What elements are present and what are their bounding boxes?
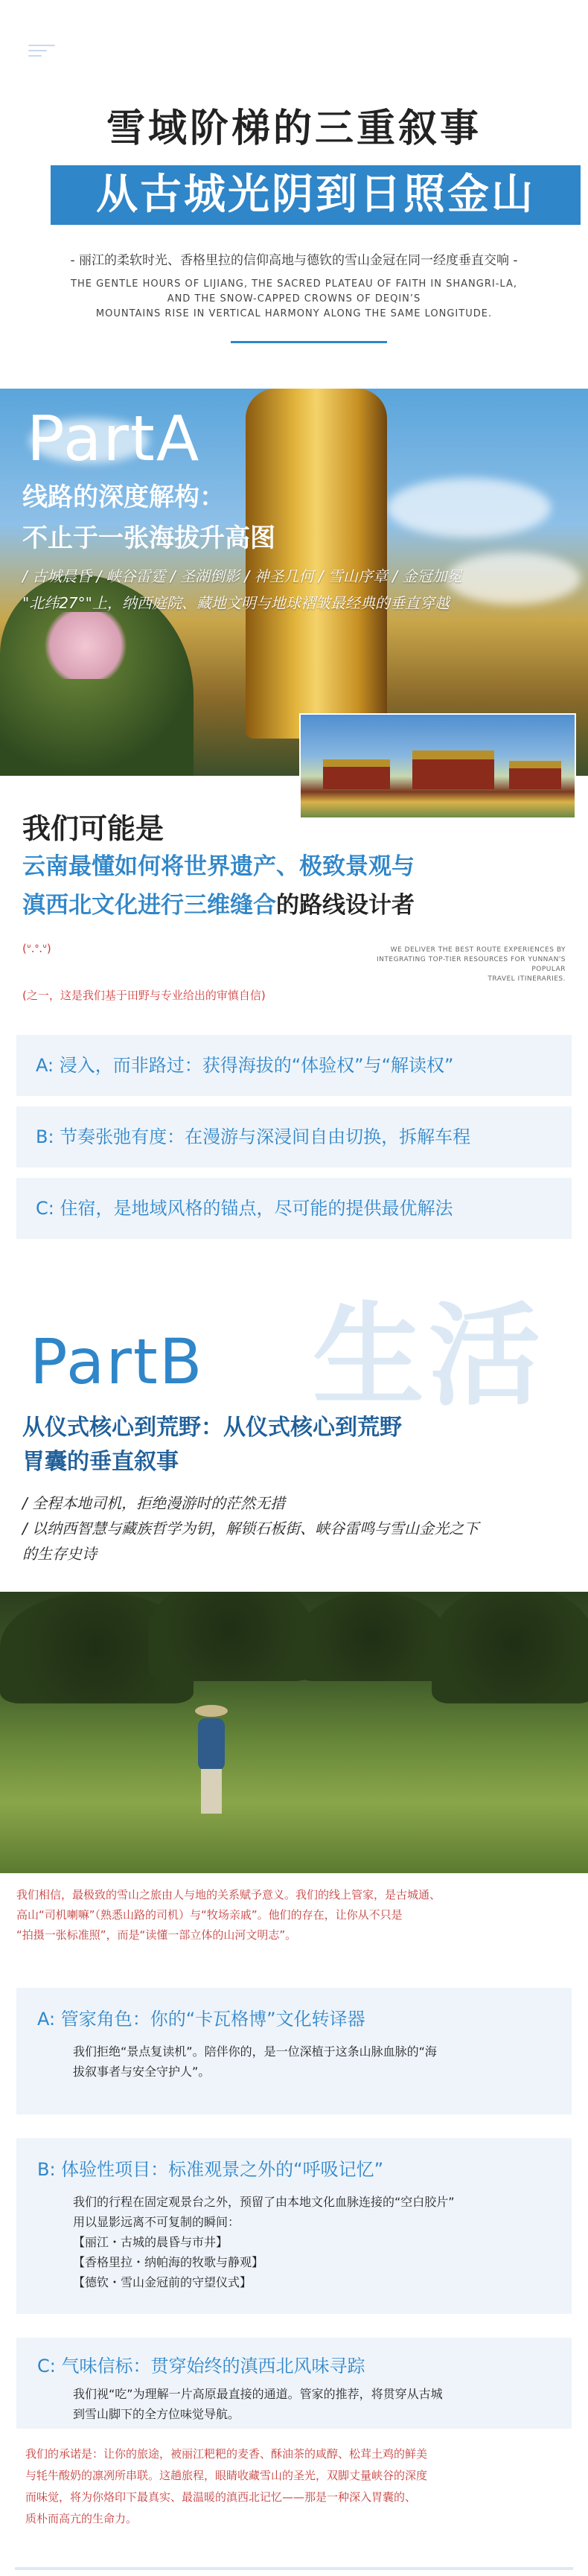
body-line: 【德钦・雪山金冠前的守望仪式】 [73,2275,252,2289]
body-line: 【丽江・古城的晨昏与市井】 [73,2235,229,2249]
body-line: 我们视“吃”为理解一片高原最直接的通道。管家的推荐，将贯穿从古城 [73,2387,443,2401]
monastery-photo [299,713,576,819]
feature-card [16,1106,572,1167]
body-line: 我们的行程在固定观景台之外，预留了由本地文化血脉连接的“空白胶片” [73,2195,455,2209]
credit-note: (之一，这是我们基于田野与专业给出的审慎自信) [22,989,266,1002]
claim-black: 的路线设计者 [276,892,415,919]
subtitle-cn: - 丽江的柔软时光、香格里拉的信仰高地与德钦的雪山金冠在同一经度垂直交响 - [70,253,518,268]
part-b-label: PartB [30,1325,204,1398]
claim-line [22,886,573,919]
claim-blue: 滇西北文化进行三维缝合 [22,892,276,919]
closing-paragraph [25,2443,569,2530]
feature-card [16,1178,572,1239]
intro-paragraph [16,1885,573,1945]
body-line: 拔叙事者与安全守护人”。 [73,2065,211,2079]
emoticon: (ᐡ.ᐤ.ᐡ) [22,942,51,955]
intro-line: 高山“司机喇嘛”（熟悉山路的司机）与“牧场亲戚”。他们的存在，让你从不只是 [16,1908,403,1922]
feature-text: A: 浸入，而非路过：获得海拔的“体验权”与“解读权” [36,1055,454,1076]
subtitle-en-line: AND THE SNOW-CAPPED CROWNS OF DEQIN’S [167,293,421,305]
feature-text: B: 节奏张弛有度：在漫游与深浸间自由切换，拆解车程 [36,1126,471,1147]
bottom-accent [15,2567,573,2570]
meadow-hiker-photo [0,1592,588,1873]
hiker-figure [189,1705,234,1817]
body-line: 【香格里拉・纳帕海的牧歌与静观】 [73,2255,264,2269]
part-a-label: PartA [27,402,201,475]
feature-card [16,1035,572,1096]
service-card [16,2338,572,2429]
intro-line: 我们相信，最极致的雪山之旅由人与地的关系赋予意义。我们的线上管家，是古城通、 [16,1888,441,1901]
tag-line: 的生存史诗 [22,1545,97,1563]
claim-line: 云南最懂如何将世界遗产、极致景观与 [22,853,415,880]
subtitle-en-line: MOUNTAINS RISE IN VERTICAL HARMONY ALONG THE SAME LONGITUDE. [95,308,493,319]
closing-line: 而味觉，将为你烙印下最真实、最温暖的滇西北记忆——那是一种深入胃囊的、 [25,2490,417,2504]
body-line: 到雪山脚下的全方位味觉导航。 [73,2407,240,2421]
closing-line: 我们的承诺是：让你的旅途，被丽江粑粑的麦香、酥油茶的咸醇、松茸土鸡的鲜美 [25,2447,428,2461]
body-line: 我们拒绝“景点复读机”。陪伴你的，是一位深植于这条山脉血脉的“海 [73,2044,437,2059]
tagline-en [350,946,566,984]
tagline-line: TRAVEL ITINERARIES. [488,975,566,983]
service-heading: C: 气味信标：贯穿始终的滇西北风味寻踪 [37,2356,365,2376]
header-divider [231,341,387,343]
tagline-line: WE DELIVER THE BEST ROUTE EXPERIENCES BY [390,946,566,954]
tagline-line: INTEGRATING TOP-TIER RESOURCES FOR YUNNAN'S POPULAR [377,956,566,973]
part-b-heading: 胃囊的垂直叙事 [22,1449,179,1475]
part-a-heading: 线路的深度解构： [22,482,225,512]
service-body [73,2192,549,2292]
title-banner: 从古城光阴到日照金山 [51,165,581,225]
service-card [16,1988,572,2114]
tag-line: / 全程本地司机，拒绝漫游时的茫然无措 [22,1494,286,1512]
service-heading: B: 体验性项目：标准观景之外的“呼吸记忆” [37,2159,384,2180]
body-line: 用以显影远离不可复制的瞬间： [73,2215,240,2229]
service-card [16,2138,572,2314]
tag-line: "北纬27°"上，纳西庭院、藏地文明与地球褶皱最经典的垂直穿越 [22,594,450,612]
feature-text: C: 住宿，是地域风格的锚点，尽可能的提供最优解法 [36,1198,453,1219]
page-title: 雪域阶梯的三重叙事 [106,106,482,151]
service-body [73,2384,549,2424]
decorative-big-characters: 生活 [313,1292,546,1421]
service-heading: A: 管家角色：你的“卡瓦格博”文化转译器 [37,2009,365,2030]
closing-line: 与牦牛酸奶的凛冽所串联。这趟旅程，眼睛收藏雪山的圣光，双脚丈量峡谷的深度 [25,2469,428,2482]
subtitle-en [45,277,543,322]
intro-line: “拍摄一张标准照”，而是“读懂一部立体的山河文明志”。 [16,1928,297,1942]
tag-line: / 古城晨昏 / 峡谷雷霆 / 圣湖倒影 / 神圣几何 / 雪山序章 / 金冠加冕 [22,567,462,585]
part-b-heading: 从仪式核心到荒野：从仪式核心到荒野 [22,1415,402,1441]
menu-icon[interactable] [28,45,55,58]
service-body [73,2041,549,2082]
part-a-tags [22,563,558,616]
part-b-tags [22,1491,573,1566]
tag-line: / 以纳西智慧与藏族哲学为钥，解锁石板街、峡谷雷鸣与雪山金光之下 [22,1520,479,1537]
maybe-heading: 我们可能是 [22,812,164,845]
subtitle-en-line: THE GENTLE HOURS OF LIJIANG, THE SACRED PLATEAU OF FAITH IN SHANGRI-LA, [71,278,517,290]
part-a-heading: 不止于一张海拔升高图 [22,523,275,553]
closing-line: 质朴而高亢的生命力。 [25,2512,138,2525]
